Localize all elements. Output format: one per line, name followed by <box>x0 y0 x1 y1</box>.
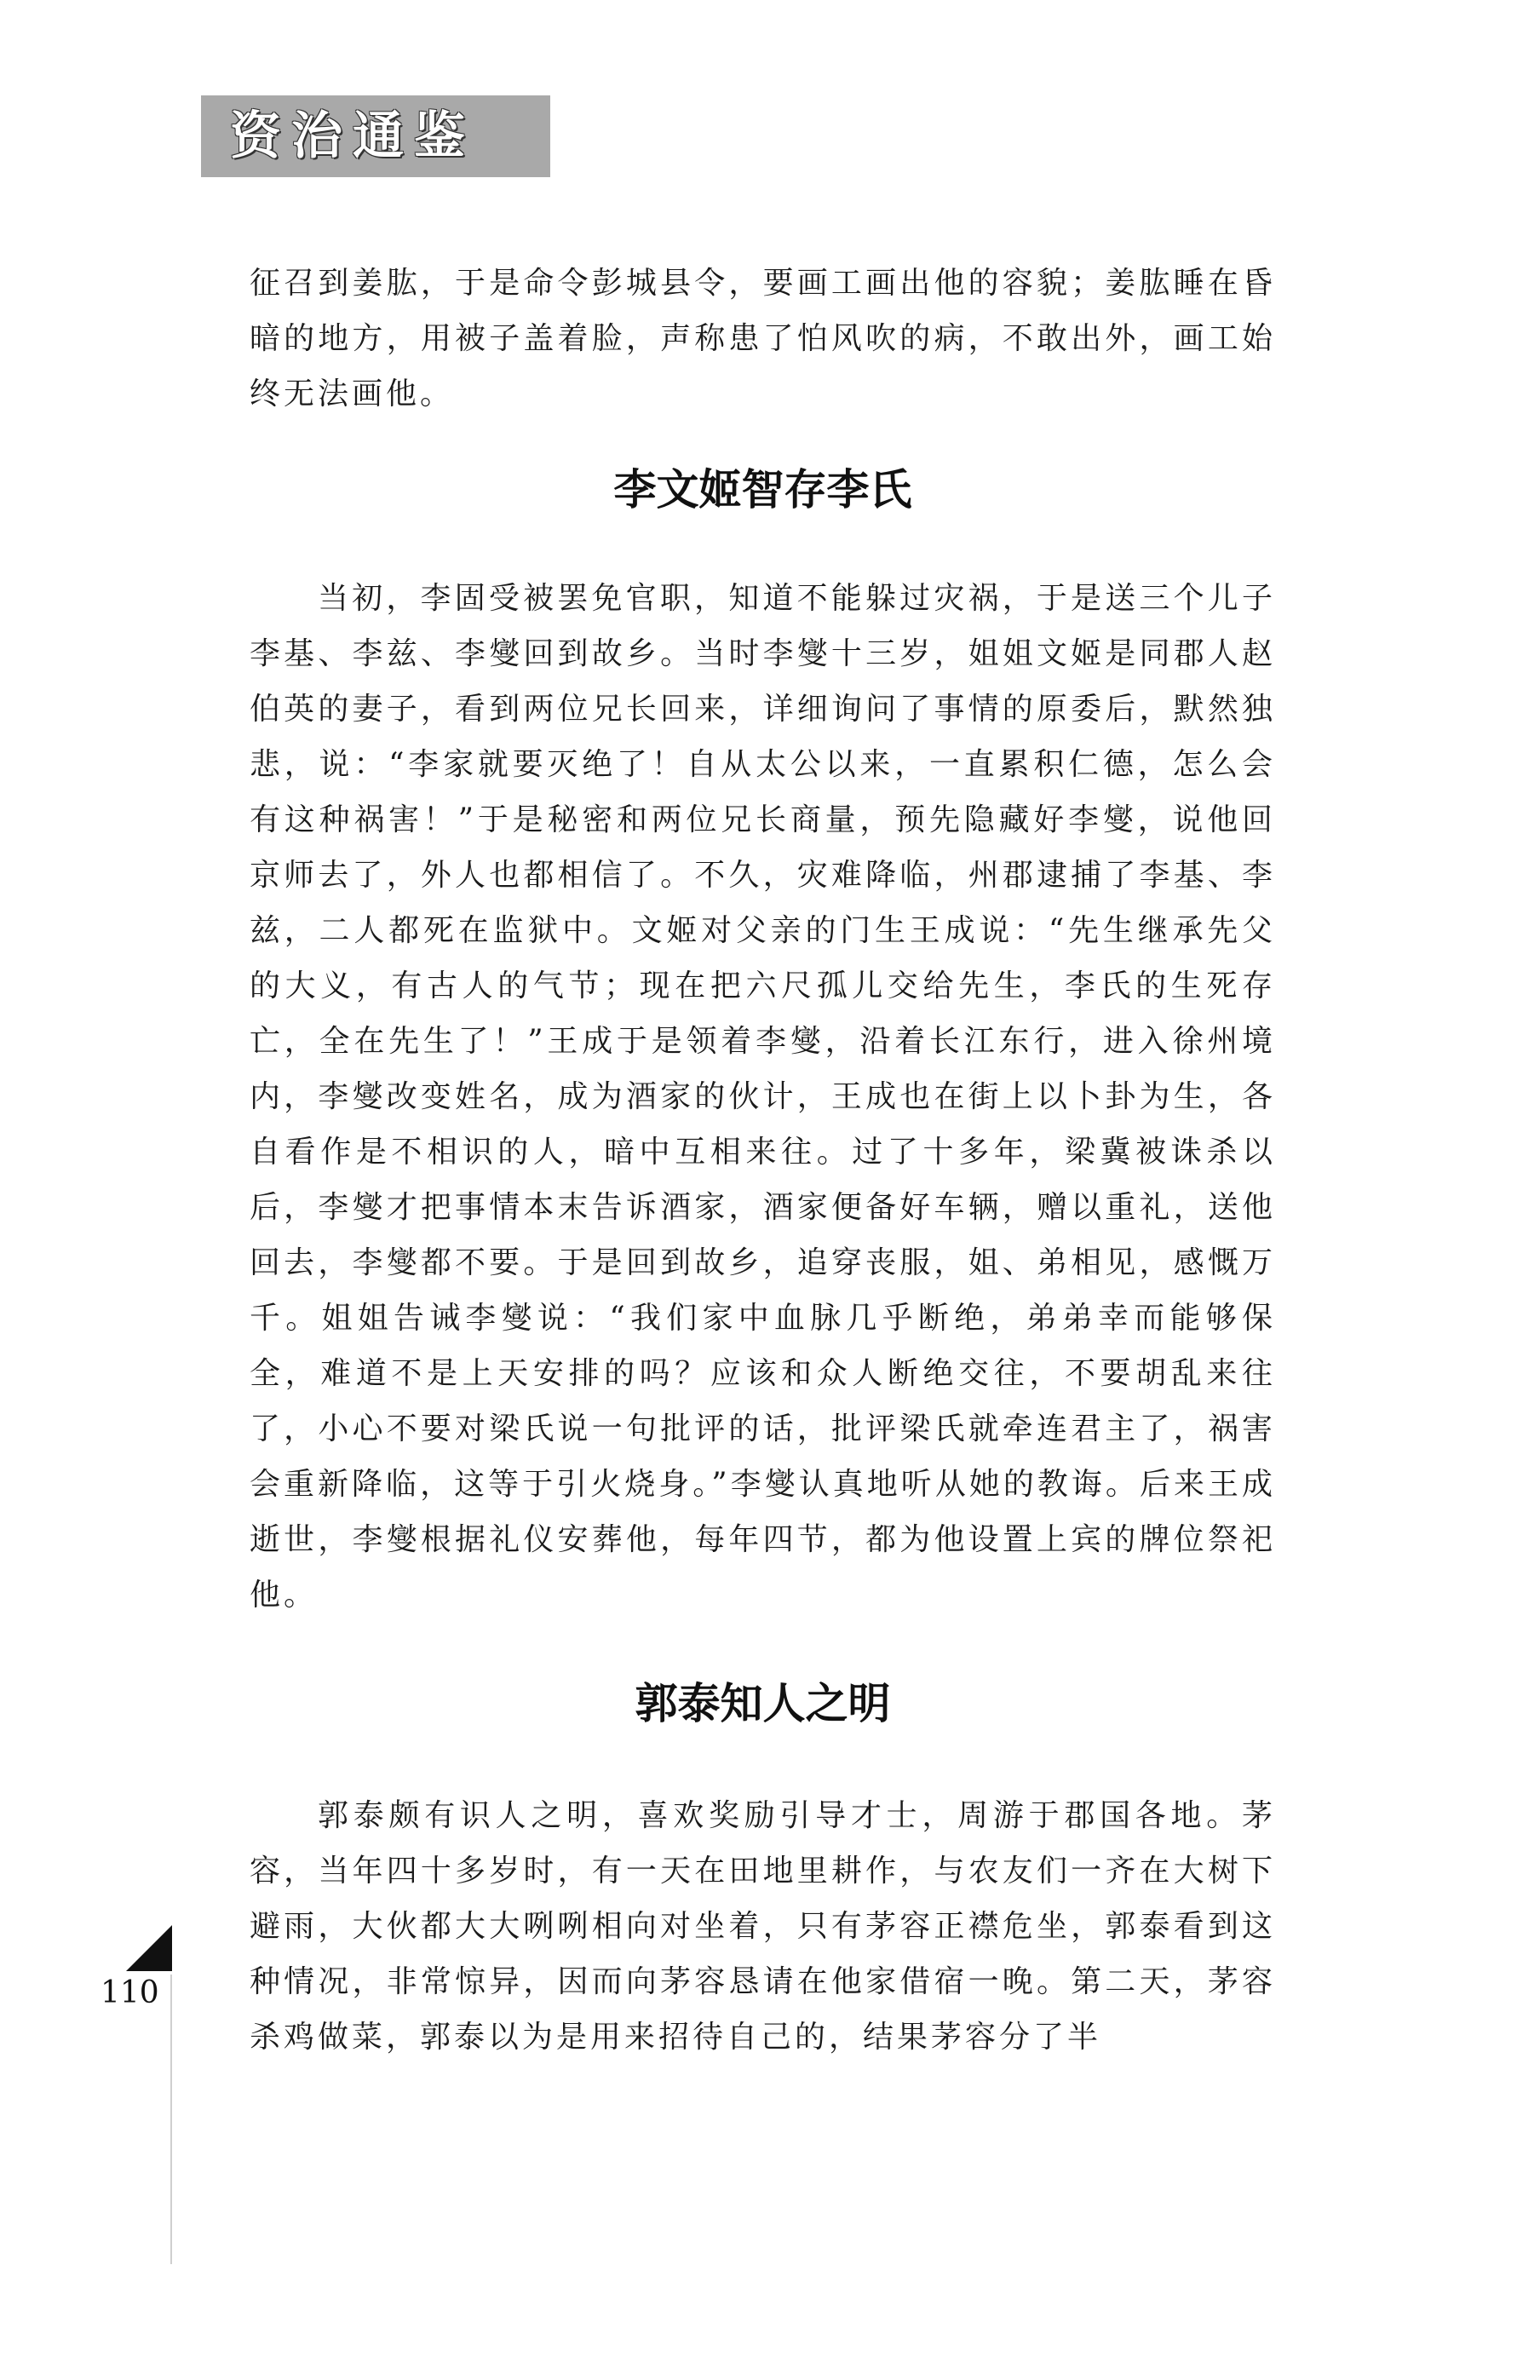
page-content <box>250 256 1276 2065</box>
page-number: 110 <box>101 1975 159 2010</box>
book-title: 资治通鉴 <box>230 106 475 166</box>
page-margin-rule <box>170 1975 172 2264</box>
section-body-li-wenji: 当初，李固受被罢免官职，知道不能躲过灾祸，于是送三个儿子李基、李兹、李燮回到故乡。当时李燮十三岁，姐姐文姬是同郡人赵伯英的妻子，看到两位兄长回来，详细询问了事情的原委后，默然独悲，说：“李家就要灭绝了！自从太公以来，一直累积仁德，怎么会有这种祸害！”于是秘密和两位兄长商量，预先隐藏好李燮，说他回京师去了，外人也都相信了。不久，灾难降临，州郡逮捕了李基、李兹，二人都死在监狱中。文姬对父亲的门生王成说：“先生继承先父的大义，有古人的气节；现在把六尺孤儿交给先生，李氏的生死存亡，全在先生了！”王成于是领着李燮，沿着长江东行，进入徐州境内，李燮改变姓名，成为酒家的伙计，王成也在街上以卜卦为生，各自看作是不相识的人，暗中互相来往。过了十多年，梁冀被诛杀以后，李燮才把事情本末告诉酒家，酒家便备好车辆，赠以重礼，送他回去，李燮都不要。于是回到故乡，追穿丧服，姐、弟相见，感慨万千。姐姐告诫李燮说：“我们家中血脉几乎断绝，弟弟幸而能够保全，难道不是上天安排的吗？应该和众人断绝交往，不要胡乱来往了，小心不要对梁氏说一句批评的话，批评梁氏就牵连君主了，祸害会重新降临，这等于引火烧身。”李燮认真地听从她的教诲。后来王成逝世，李燮根据礼仪安葬他，每年四节，都为他设置上宾的牌位祭祀他。 <box>250 581 1276 1613</box>
section-title-guo-tai: 郭泰知人之明 <box>635 1679 891 1728</box>
page-corner-triangle-icon <box>126 1925 172 1971</box>
section-title-li-wenji: 李文姬智存李氏 <box>613 465 912 515</box>
intro-paragraph: 征召到姜肱，于是命令彭城县令，要画工画出他的容貌；姜肱睡在昏暗的地方，用被子盖着脸，声称患了怕风吹的病，不敢出外，画工始终无法画他。 <box>250 266 1276 411</box>
section-body-guo-tai: 郭泰颇有识人之明，喜欢奖励引导才士，周游于郡国各地。茅容，当年四十多岁时，有一天在田地里耕作，与农友们一齐在大树下避雨，大伙都大大咧咧相向对坐着，只有茅容正襟危坐，郭泰看到这种情况，非常惊异，因而向茅容恳请在他家借宿一晚。第二天，茅容杀鸡做菜，郭泰以为是用来招待自己的，结果茅容分了半 <box>250 1798 1276 2055</box>
